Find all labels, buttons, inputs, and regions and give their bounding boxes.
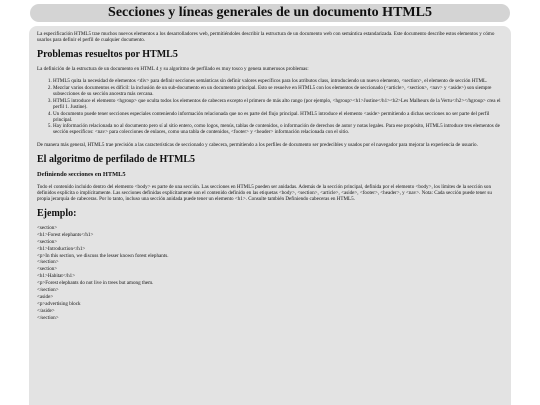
code-line: <h1>Introduction</h1> — [37, 245, 86, 252]
section1-heading: Problemas resueltos por HTML5 — [37, 49, 178, 61]
code-line: </section> — [37, 287, 59, 294]
code-line: </aside> — [37, 307, 55, 314]
list-item: 2. Mezclar varios documentos es difícil: la inclusión de un sub-documento en un documento principal. Esto se resuelve en HTML5 con los elementos de seccionado (<article>, <section>, <nav> y <aside>) son siempre subsecciones de su sección ancestra más cercana. — [53, 85, 503, 97]
section2-subheading: Definiendo secciones en HTML5 — [37, 170, 126, 178]
list-item: 4. Un documento puede tener secciones especiales conteniendo información relacionada que no es parte del flujo principal. HTML5 introduce el elemento <aside> permitiendo a dichas secciones no ser parte del perfil principal. — [53, 111, 503, 123]
code-line: <h1>Forest elephants</h1> — [37, 231, 94, 238]
list-item: 5. Hay información relacionada no al documento pero sí al sitio entero, como logos, menús, tablas de contenidos, o información de derechos de autor y notas legales. Para ese propósito, HTML5 introduce tres elementos de sección específicos: <nav> para colecciones de enlaces, como una tabla de contenidos, <footer> y <header> información relacionada con el sitio. — [53, 123, 503, 135]
code-line: </section> — [37, 259, 59, 266]
code-line: <h1>Habitat</h1> — [37, 273, 76, 280]
problems-list — [37, 78, 503, 135]
code-line: <aside> — [37, 293, 54, 300]
code-line: <p>advertising block — [37, 300, 81, 307]
code-line: <section> — [37, 238, 58, 245]
code-example — [37, 225, 503, 322]
list-item: 3. HTML5 introduce el elemento <hgroup> que oculta todos los elementos de cabecera excepto el primero de más alto rango (por ejemplo, <hgroup><h1>Justine</h1><h2>Les Malheurs de la Vertu</h2></hgroup> crea el perfil 1. Justine). — [53, 98, 503, 110]
section1-lead: La definición de la estructura de un documento en HTML 4 y su algoritmo de perfilado es muy tosco y genera numerosos problemas: — [37, 66, 309, 73]
content-card — [29, 26, 511, 405]
code-line: <section> — [37, 266, 58, 273]
list-item: 1. HTML5 quita la necesidad de elementos <div> para definir secciones semánticas sin definir valores específicos para los atributos class, introduciendo un nuevo elemento, <section>, el elemento de sección HTML. — [53, 78, 503, 84]
page-title: Secciones y líneas generales de un documento HTML5 — [108, 5, 432, 20]
code-line: <p>In this section, we discuss the lesser known forest elephants. — [37, 252, 169, 259]
code-line: </section> — [37, 314, 59, 321]
title-banner — [30, 4, 510, 22]
intro-paragraph: La especificación HTML5 trae muchos nuevos elementos a los desarrolladores web, permitiéndoles describir la estructura de un documento web con semántica estandarizada. Este documento describe estos elementos y cómo usarlos para definir el perfil de cualquier documento. — [37, 31, 495, 44]
section1-closing: De manera más general, HTML5 trae precisión a las características de seccionado y cabecera, permitiendo a los perfiles de documento ser predecibles y usados por el navegador para mejorar la experiencia de usuario. — [37, 141, 478, 148]
code-line: <section> — [37, 224, 58, 231]
section2-body: Todo el contenido incluido dentro del elemento <body> es parte de una sección. Las secciones en HTML5 pueden ser anidadas. Además de la sección principal, definida por el elemento <body>, los límites de la sección son definidos explícita o implícitamente. Las secciones definidas explícitamente son el contenido definido en las etiquetas <body>, <section>, <article>, <aside>, <footer>, <header>, y <nav>. Nota: Cada sección puede tener su propia jerarquía de cabeceras. Por lo tanto, incluso una sección anidada puede tener un elemento <h1>. Consulte también Definiendo cabeceras en HTML5. — [37, 183, 492, 202]
section2-heading: El algoritmo de perfilado de HTML5 — [37, 153, 196, 165]
example-heading: Ejemplo: — [37, 207, 77, 219]
code-line: <p>Forest elephants do not live in trees but among them. — [37, 280, 154, 287]
